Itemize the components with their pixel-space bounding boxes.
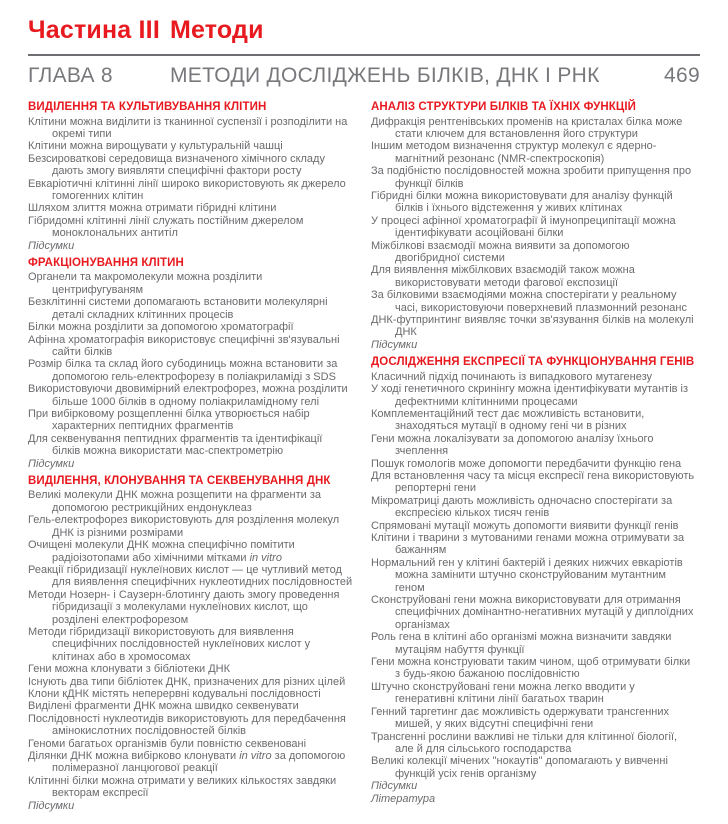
- toc-section: [371, 101, 696, 351]
- toc-entry: За білковими взаємодіями можна спостерігати у реальному часі, використовуючи поверхневий плазмонний резонанс: [371, 289, 687, 314]
- toc-entry: Очищені молекули ДНК можна специфічно помітити радіоізотопами або хімічними мітками in vitro: [28, 539, 295, 564]
- toc-column-left: [28, 101, 353, 812]
- section-heading: ВИДІЛЕННЯ, КЛОНУВАННЯ ТА СЕКВЕНУВАННЯ ДНК: [28, 474, 331, 487]
- summary-entry: Література: [371, 792, 436, 805]
- summary-entry: Підсумки: [28, 457, 75, 470]
- toc-entry: При вибірковому розщепленні білка утворюється набір характерних пептидних фрагментів: [28, 407, 310, 433]
- toc-entry: Нормальний ген у клітині бактерій і деяких нижчих евкаріотів можна замінити штучно сконструйованим мутантним геном: [371, 556, 683, 594]
- toc-entry: Клітини і тварини з мутованими генами можна отримувати за бажанням: [371, 532, 685, 557]
- toc-entry: Білки можна розділити за допомогою хроматографії: [28, 321, 294, 334]
- toc-entry: Пошук гомологів може допомогти передбачити функцію гена: [371, 457, 682, 470]
- toc-entry: Комплементаційний тест дає можливість встановити, знаходяться мутації в одному гені чи в різних: [371, 407, 645, 433]
- toc-entry: Іншим методом визначення структур молекул є ядерно-магнітний резонанс (NMR-спектроскопія): [371, 140, 657, 165]
- toc-column-right: [371, 101, 696, 812]
- toc-entry: Міжбілкові взаємодії можна виявити за допомогою двогібридної системи: [371, 239, 630, 264]
- toc-entry: Гібридні білки можна використовувати для аналізу функцій білків і їхнього відстеження у живих клітинах: [371, 189, 673, 215]
- toc-entry: Геноми багатьох організмів були повністю секвеновані: [28, 737, 307, 750]
- toc-entry: Генний таргетинг дає можливість одержувати трансгенних мишей, у яких відсутні специфічні гени: [371, 705, 670, 731]
- toc-entry: Великі молекули ДНК можна розщепити на фрагменти за допомогою рестрикційних ендонуклеаз: [28, 489, 322, 514]
- toc-columns: [28, 101, 700, 812]
- toc-entry: Дифракція рентгенівських променів на кристалах білка може стати ключем для встановлення його структури: [371, 115, 683, 140]
- section-heading: ФРАКЦІОНУВАННЯ КЛІТИН: [28, 256, 184, 269]
- toc-entry: Безсироваткові середовища визначеного хімічного складу дають змогу виявляти специфічні фактори росту: [28, 152, 325, 178]
- toc-entry: Клітини можна вирощувати у культуральній чашці: [28, 140, 283, 153]
- summary-entry: Підсумки: [28, 799, 75, 812]
- toc-entry: Для секвенування пептидних фрагментів та ідентифікації білків можна використати мас-спектрометрію: [28, 432, 323, 458]
- section-heading: ДОСЛІДЖЕННЯ ЕКСПРЕСІЇ ТА ФУНКЦІОНУВАННЯ ГЕНІВ: [371, 356, 695, 369]
- toc-entry: Роль гена в клітині або організмі можна визначити завдяки мутаціям набуття функції: [371, 631, 672, 656]
- toc-entry: Афінна хроматографія використовує специфічні зв'язувальні сайти білків: [28, 333, 340, 358]
- toc-entry: Гени можна конструювати таким чином, щоб отримувати білки з будь-якою бажаною послідовністю: [371, 656, 691, 681]
- toc-section: [28, 475, 353, 812]
- toc-entry: Гель-електрофорез використовують для розділення молекул ДНК із різними розмірами: [28, 514, 340, 539]
- toc-section: [28, 101, 353, 252]
- toc-entry: Органели та макромолекули можна розділити центрифугуваням: [28, 271, 263, 296]
- chapter-title: МЕТОДИ ДОСЛІДЖЕНЬ БІЛКІВ, ДНК І РНК: [170, 64, 600, 87]
- toc-entry: Клони кДНК містять неперервні кодувальні послідовності: [28, 687, 321, 700]
- section-heading: АНАЛІЗ СТРУКТУРИ БІЛКІВ ТА ЇХНІХ ФУНКЦІЙ: [371, 101, 637, 113]
- section-heading: ВИДІЛЕННЯ ТА КУЛЬТИВУВАННЯ КЛІТИН: [28, 101, 267, 113]
- toc-entry: Існують два типи бібліотек ДНК, призначених для різних цілей: [28, 675, 346, 688]
- toc-entry: Клітини можна виділити із тканинної суспензії і розподілити на окремі типи: [28, 115, 348, 140]
- toc-entry: Ділянки ДНК можна вибірково клонувати in vitro за допомогою полімеразної ланцюгової реакції: [28, 750, 346, 775]
- toc-section: [371, 356, 696, 805]
- chapter-header: [28, 64, 700, 88]
- summary-entry: Підсумки: [371, 780, 418, 793]
- toc-entry: Використовуючи двовимірний електрофорез, можна розділити більше 1000 білків в одному поліакриламідному гелі: [28, 383, 348, 408]
- toc-entry: Послідовності нуклеотидів використовують для передбачення амінокислотних послідовностей білків: [28, 712, 346, 738]
- toc-entry: Методи гібридизації використовують для виявлення специфічних послідовностей нуклеїнових кислот у клітинах або в хромосомах: [28, 625, 311, 663]
- summary-entry: Підсумки: [371, 338, 418, 351]
- part-title: Методи: [170, 16, 264, 44]
- toc-entry: Методи Нозерн- і Саузерн-блотингу дають змогу проведення гібридизації з молекулами нуклеїнових кислот, що розділені електрофорезом: [28, 588, 340, 626]
- toc-entry: Евкаріотичні клітинні лінії широко використовують як джерело гомогенних клітин: [28, 177, 346, 202]
- toc-entry: Для встановлення часу та місця експресії гена використовують репортерні гени: [371, 469, 695, 495]
- toc-entry: Сконструйовані гени можна використовувати для отримання специфічних домінантно-негативних мутацій у диплоїдних організмах: [371, 594, 694, 631]
- toc-entry: Гени можна клонувати з бібліотеки ДНК: [28, 663, 231, 676]
- toc-entry: Штучно сконструйовані гени можна легко вводити у генеративні клітини лінії багатьох тварин: [371, 680, 635, 706]
- toc-entry: За подібністю послідовностей можна зробити припущення про функції білків: [371, 165, 692, 190]
- toc-entry: ДНК-футпринтинг виявляє точки зв'язування білків на молекулі ДНК: [371, 314, 694, 339]
- toc-section: [28, 257, 353, 470]
- toc-entry: Реакції гібридизації нуклеїнових кислот — це чутливий метод для виявлення специфічних нуклеотидних послідовностей: [28, 563, 353, 589]
- part-label: Частина III: [28, 16, 160, 44]
- toc-entry: Шляхом злиття можна отримати гібридні клітини: [28, 202, 277, 215]
- part-header: [28, 16, 700, 45]
- toc-entry: У процесі афінної хроматографії й імунопреципітації можна ідентифікувати асоційовані білки: [371, 214, 676, 240]
- toc-entry: Клітинні білки можна отримати у великих кількостях завдяки векторам експресії: [28, 774, 337, 800]
- toc-entry: Гібридомні клітинні лінії служать постійним джерелом моноклональних антитіл: [28, 214, 304, 240]
- toc-entry: Виділені фрагменти ДНК можна швидко секвенувати: [28, 700, 299, 713]
- chapter-label: ГЛАВА 8: [28, 64, 113, 87]
- toc-entry: Гени можна локалізувати за допомогою аналізу їхнього зчеплення: [371, 432, 654, 458]
- toc-entry: Великі колекції мічених "нокаутів" допомагають у вивченні функцій усіх генів організму: [371, 755, 668, 780]
- toc-entry: У ході генетичного скринінгу можна ідентифікувати мутантів із дефектними клітинними процесами: [371, 383, 689, 408]
- toc-entry: Мікроматриці дають можливість одночасно спостерігати за експресією кількох тисяч генів: [371, 494, 673, 520]
- toc-entry: Класичний підхід починають із випадкового мутагенезу: [371, 370, 653, 383]
- toc-entry: Спрямовані мутації можуть допомогти виявити функції генів: [371, 519, 679, 532]
- toc-entry: Безклітинні системи допомагають встановити молекулярні деталі складних клітинних процесів: [28, 296, 328, 321]
- toc-entry: Для виявлення міжбілкових взаємодій також можна використовувати методи фагової експозиції: [371, 264, 635, 289]
- page-number: 469: [664, 64, 700, 87]
- divider-rule: [28, 54, 700, 56]
- toc-entry: Розмір білка та склад його субодиниць можна встановити за допомогою гель-електрофорезу в поліакриламіді з SDS: [28, 358, 338, 383]
- toc-entry: Трансгенні рослини важливі не тільки для клітинної біології, але й для сільського господарства: [371, 730, 678, 755]
- summary-entry: Підсумки: [28, 239, 75, 252]
